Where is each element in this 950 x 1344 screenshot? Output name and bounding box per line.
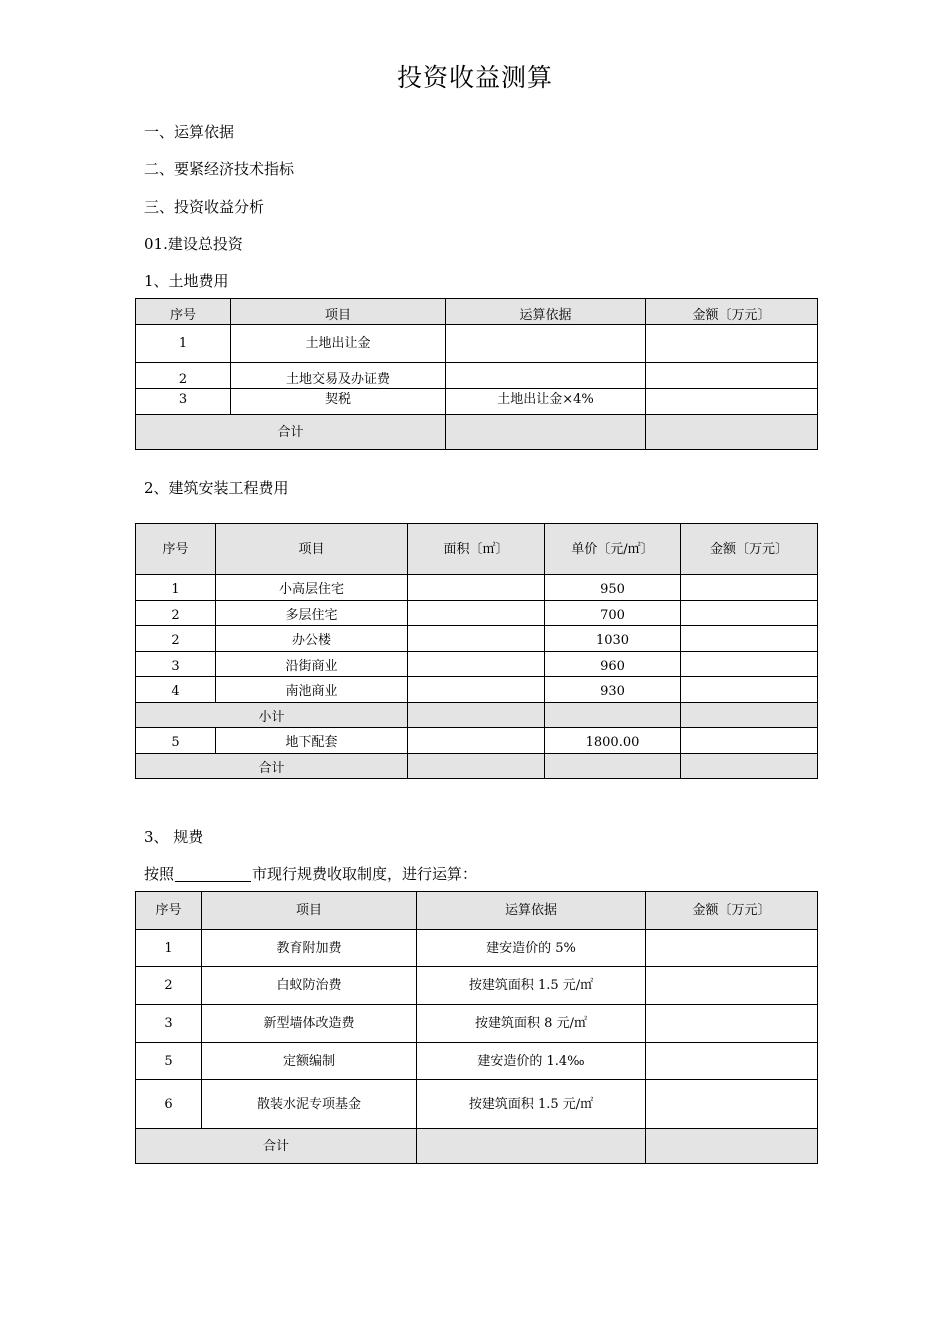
table-cell: 2 <box>136 363 231 389</box>
table-cell <box>681 753 818 779</box>
table-cell <box>408 575 545 601</box>
table-cell: 950 <box>545 575 681 601</box>
total-label: 合计 <box>136 1129 417 1164</box>
table-row <box>136 626 818 652</box>
table-cell: 教育附加费 <box>202 930 417 967</box>
header-cell: 运算依据 <box>446 299 646 325</box>
table-cell <box>545 753 681 779</box>
construction-cost-table <box>135 523 818 779</box>
section-heading-indicators: 二、要紧经济技术指标 <box>144 160 295 178</box>
header-cell: 金额〔万元〕 <box>646 892 818 930</box>
table-cell: 1 <box>136 325 231 363</box>
header-cell: 运算依据 <box>417 892 646 930</box>
table-cell <box>408 626 545 652</box>
table-cell: 散装水泥专项基金 <box>202 1080 417 1129</box>
table-cell <box>446 325 646 363</box>
table-row <box>136 325 818 363</box>
land-cost-table <box>135 298 818 450</box>
fees-note <box>144 863 477 884</box>
table-cell: 契税 <box>231 389 446 415</box>
table-cell <box>545 702 681 728</box>
table-cell: 1 <box>136 930 202 967</box>
table-cell <box>681 575 818 601</box>
table-cell: 地下配套 <box>216 728 408 754</box>
table-row <box>136 967 818 1005</box>
section-heading-total-investment: 01.建设总投资 <box>144 235 243 253</box>
table-row <box>136 677 818 703</box>
table-cell <box>646 930 818 967</box>
table-row <box>136 930 818 967</box>
fees-note-suffix: 市现行规费收取制度，进行运算： <box>252 865 478 883</box>
table-cell <box>681 677 818 703</box>
table-cell: 土地交易及办证费 <box>231 363 446 389</box>
table-cell: 1 <box>136 575 216 601</box>
fees-note-prefix: 按照 <box>144 865 175 883</box>
table-cell: 土地出让金×4% <box>446 389 646 415</box>
total-row <box>136 415 818 450</box>
header-cell: 序号 <box>136 299 231 325</box>
table-row <box>136 1005 818 1043</box>
table-cell: 2 <box>136 967 202 1005</box>
table-cell: 1030 <box>545 626 681 652</box>
table-cell: 按建筑面积 1.5 元/㎡ <box>417 967 646 1005</box>
table-cell <box>646 363 818 389</box>
table-cell <box>646 415 818 450</box>
table-cell: 6 <box>136 1080 202 1129</box>
table-cell <box>681 651 818 677</box>
subtotal-label: 小计 <box>136 702 408 728</box>
page-title: 投资收益测算 <box>396 63 553 92</box>
header-cell: 项目 <box>202 892 417 930</box>
table-row <box>136 600 818 626</box>
table-cell <box>646 1043 818 1080</box>
table-cell: 土地出让金 <box>231 325 446 363</box>
total-row <box>136 753 818 779</box>
fees-table <box>135 891 818 1164</box>
total-row <box>136 1129 818 1164</box>
table-cell: 按建筑面积 1.5 元/㎡ <box>417 1080 646 1129</box>
table-cell: 办公楼 <box>216 626 408 652</box>
table-cell <box>408 728 545 754</box>
table-cell <box>408 600 545 626</box>
construction-cost-heading: 2、建筑安装工程费用 <box>144 479 289 497</box>
table-cell <box>646 325 818 363</box>
table-cell <box>681 702 818 728</box>
table-cell <box>681 728 818 754</box>
header-cell: 单价〔元/㎡〕 <box>545 524 681 575</box>
blank-line <box>175 867 251 882</box>
table-row <box>136 1043 818 1080</box>
table-cell: 2 <box>136 600 216 626</box>
table-cell <box>408 753 545 779</box>
table-cell: 小高层住宅 <box>216 575 408 601</box>
header-cell: 面积〔㎡〕 <box>408 524 545 575</box>
header-cell: 金额〔万元〕 <box>681 524 818 575</box>
table-cell: 2 <box>136 626 216 652</box>
table-cell: 白蚁防治费 <box>202 967 417 1005</box>
table-row <box>136 363 818 389</box>
header-cell: 序号 <box>136 524 216 575</box>
table-cell: 700 <box>545 600 681 626</box>
land-cost-heading: 1、土地费用 <box>144 272 229 290</box>
table-row <box>136 575 818 601</box>
table-cell: 4 <box>136 677 216 703</box>
total-label: 合计 <box>136 415 446 450</box>
table-row <box>136 389 818 415</box>
table-cell <box>446 415 646 450</box>
table-cell <box>408 651 545 677</box>
total-label: 合计 <box>136 753 408 779</box>
table-row <box>136 1080 818 1129</box>
table-cell: 1800.00 <box>545 728 681 754</box>
table-cell: 南池商业 <box>216 677 408 703</box>
table-cell: 960 <box>545 651 681 677</box>
table-cell <box>417 1129 646 1164</box>
table-cell: 3 <box>136 389 231 415</box>
header-cell: 金额〔万元〕 <box>646 299 818 325</box>
table-cell: 按建筑面积 8 元/㎡ <box>417 1005 646 1043</box>
table-cell <box>408 702 545 728</box>
header-cell: 序号 <box>136 892 202 930</box>
table-row <box>136 651 818 677</box>
section-heading-basis: 一、运算依据 <box>144 123 235 141</box>
table-cell: 5 <box>136 1043 202 1080</box>
table-cell: 新型墙体改造费 <box>202 1005 417 1043</box>
table-cell <box>408 677 545 703</box>
table-cell <box>646 967 818 1005</box>
table-cell <box>646 1005 818 1043</box>
fees-heading: 3、 规费 <box>144 828 204 846</box>
table-cell <box>681 600 818 626</box>
header-cell: 项目 <box>216 524 408 575</box>
table-cell <box>681 626 818 652</box>
table-cell <box>646 1129 818 1164</box>
table-cell: 沿街商业 <box>216 651 408 677</box>
table-cell: 建安造价的 1.4‰ <box>417 1043 646 1080</box>
table-cell <box>646 1080 818 1129</box>
table-cell: 定额编制 <box>202 1043 417 1080</box>
table-cell: 5 <box>136 728 216 754</box>
table-cell: 多层住宅 <box>216 600 408 626</box>
table-cell: 930 <box>545 677 681 703</box>
table-cell: 3 <box>136 1005 202 1043</box>
table-cell: 3 <box>136 651 216 677</box>
header-cell: 项目 <box>231 299 446 325</box>
table-cell <box>446 363 646 389</box>
table-cell <box>646 389 818 415</box>
section-heading-analysis: 三、投资收益分析 <box>144 198 265 216</box>
table-cell: 建安造价的 5% <box>417 930 646 967</box>
table-row <box>136 728 818 754</box>
subtotal-row <box>136 702 818 728</box>
